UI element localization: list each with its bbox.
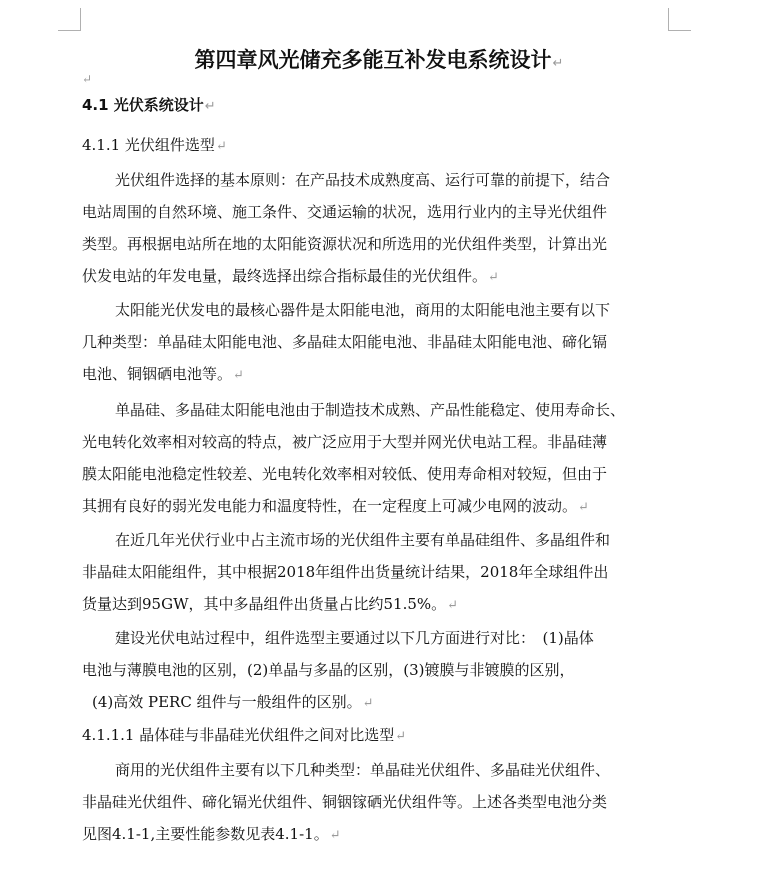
section-heading: 4.1 光伏系统设计↵ (82, 96, 216, 114)
text-line: 几种类型：单晶硅太阳能电池、多晶硅太阳能电池、非晶硅太阳能电池、碲化镉 (82, 333, 608, 351)
paragraph-market-share (82, 524, 676, 620)
paragraph-mark: ↵ (329, 828, 341, 843)
subsubsection-heading: 4.1.1.1 晶体硅与非晶硅光伏组件之间对比选型↵ (82, 726, 407, 744)
text-line: 非晶硅光伏组件、碲化镉光伏组件、铜铟镓硒光伏组件等。上述各类型电池分类 (82, 793, 608, 811)
paragraph-mark: ↵ (362, 696, 374, 711)
text-line: 光伏组件选择的基本原则：在产品技术成熟度高、运行可靠的前提下，结合 (115, 171, 611, 189)
text-line: 电池与薄膜电池的区别，(2)单晶与多晶的区别，(3)镀膜与非镀膜的区别， (82, 661, 575, 679)
paragraph-selection-principle (82, 164, 676, 292)
text-line: 太阳能光伏发电的最核心器件是太阳能电池，商用的太阳能电池主要有以下 (115, 301, 611, 319)
paragraph-mark: ↵ (552, 56, 564, 71)
text-line: 在近几年光伏行业中占主流市场的光伏组件主要有单晶硅组件、多晶组件和 (115, 531, 611, 549)
paragraph-mark: ↵ (204, 99, 216, 114)
paragraph-crystalline-thin-film (82, 394, 676, 522)
paragraph-commercial-types (82, 754, 676, 850)
page-corner-mark-left (58, 8, 81, 31)
text-line: 其拥有良好的弱光发电能力和温度特性，在一定程度上可减少电网的波动。↵ (82, 497, 589, 515)
text-line: (4)高效 PERC 组件与一般组件的区别。↵ (92, 693, 374, 711)
text-line: 光电转化效率相对较高的特点，被广泛应用于大型并网光伏电站工程。非晶硅薄 (82, 433, 608, 451)
paragraph-mark: ↵ (488, 270, 499, 285)
paragraph-mark: ↵ (215, 139, 227, 154)
text-line: 伏发电站的年发电量，最终选择出综合指标最佳的光伏组件。↵ (82, 267, 499, 285)
paragraph-mark: ↵ (233, 368, 244, 383)
empty-paragraph-mark: ↵ (82, 72, 93, 86)
chapter-title: 第四章风光储充多能互补发电系统设计↵ (194, 48, 564, 72)
text-line: 电站周围的自然环境、施工条件、交通运输的状况，选用行业内的主导光伏组件 (82, 203, 608, 221)
text-line: 商用的光伏组件主要有以下几种类型：单晶硅光伏组件、多晶硅光伏组件、 (115, 761, 611, 779)
paragraph-mark: ↵ (578, 500, 589, 515)
text-line: 电池、铜铟硒电池等。↵ (82, 365, 244, 383)
text-line: 见图4.1-1,主要性能参数见表4.1-1。↵ (82, 825, 341, 843)
paragraph-mark: ↵ (447, 598, 459, 613)
text-line: 非晶硅太阳能组件，其中根据2018年组件出货量统计结果，2018年全球组件出 (82, 563, 609, 581)
text-line: 建设光伏电站过程中，组件选型主要通过以下几方面进行对比： (1)晶体 (115, 629, 594, 647)
page-corner-mark-right (668, 8, 691, 31)
paragraph-cell-types (82, 294, 676, 390)
text-line: 膜太阳能电池稳定性较差、光电转化效率相对较低、使用寿命相对较短，但由于 (82, 465, 608, 483)
text-line: 货量达到95GW，其中多晶组件出货量占比约51.5%。↵ (82, 595, 459, 613)
text-line: 类型。再根据电站所在地的太阳能资源状况和所选用的光伏组件类型，计算出光 (82, 235, 608, 253)
text-line: 单晶硅、多晶硅太阳能电池由于制造技术成熟、产品性能稳定、使用寿命长、 (115, 401, 626, 419)
paragraph-selection-comparison (82, 622, 676, 718)
subsection-heading: 4.1.1 光伏组件选型↵ (82, 136, 227, 154)
paragraph-mark: ↵ (395, 729, 407, 744)
